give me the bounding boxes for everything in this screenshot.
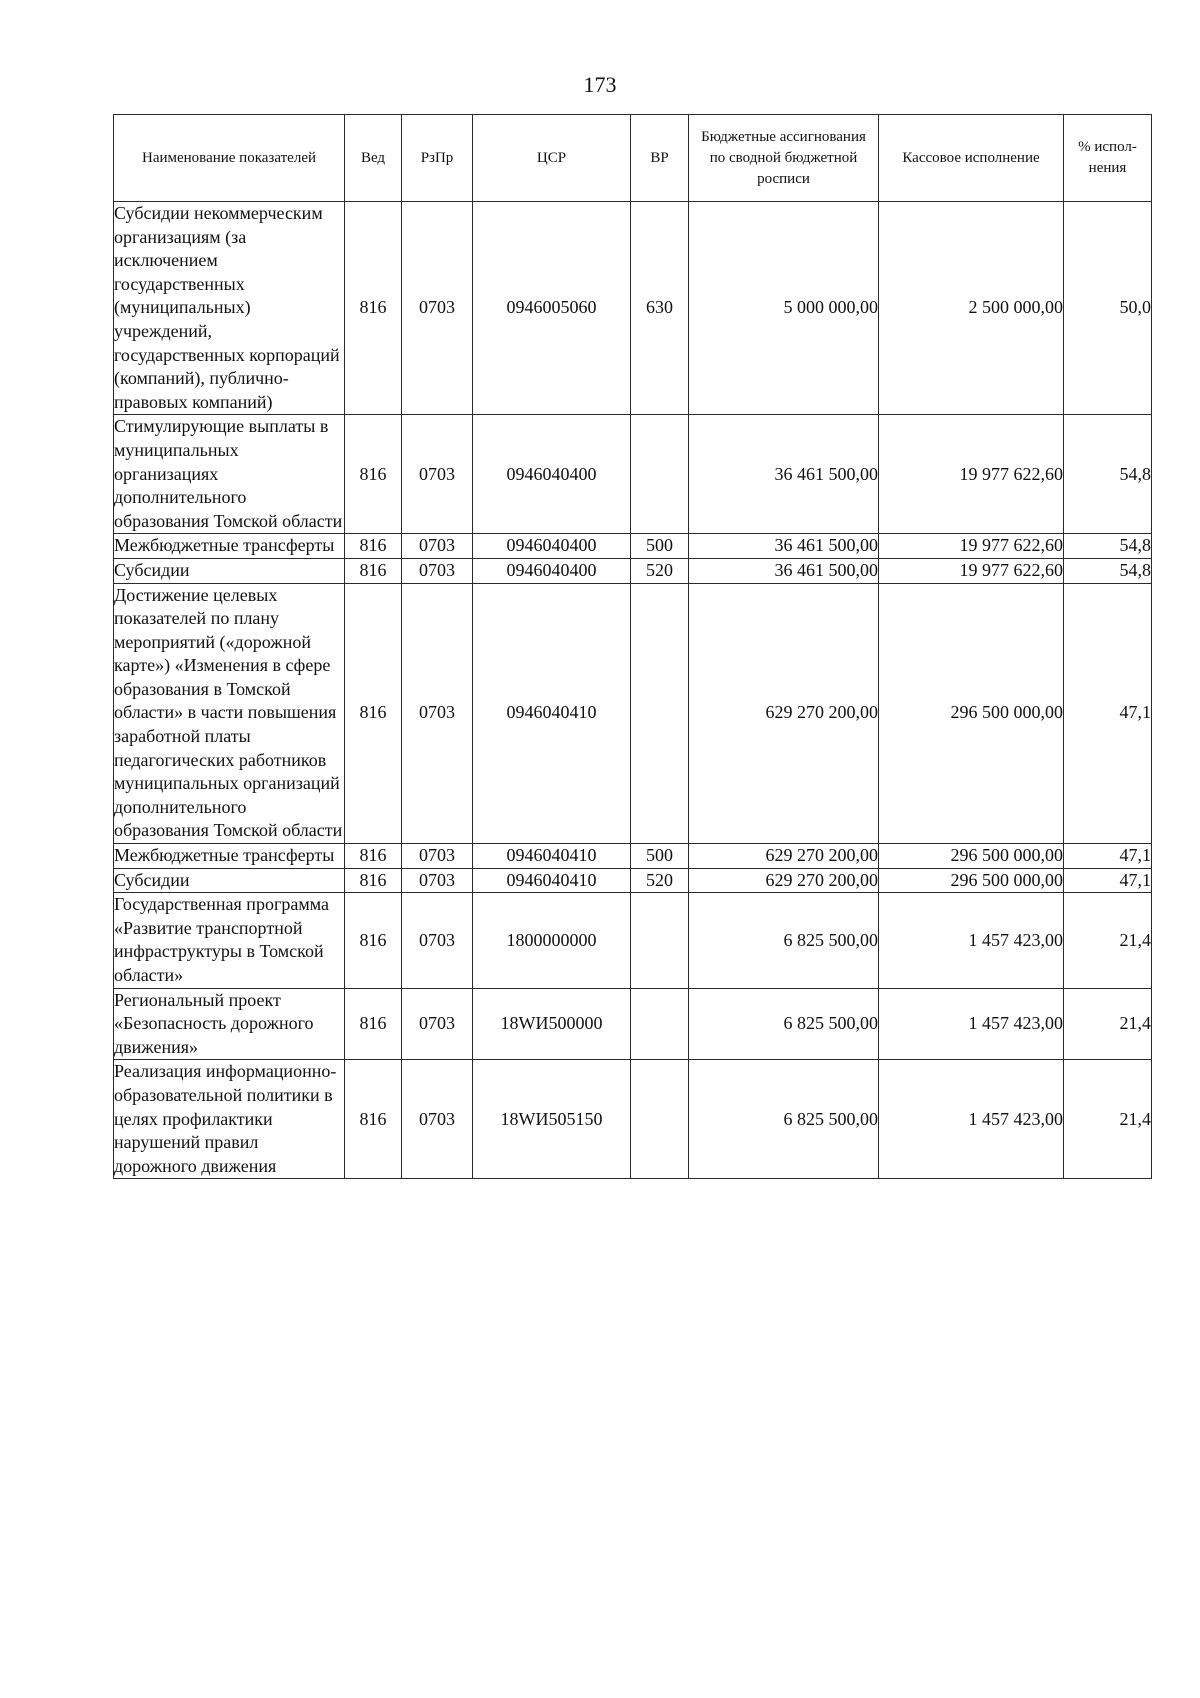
row-rzpr: 0703 <box>402 583 473 844</box>
row-cash-execution: 296 500 000,00 <box>879 583 1064 844</box>
table-row <box>114 844 1152 869</box>
row-percent: 47,1 <box>1064 868 1152 893</box>
row-cash-execution: 19 977 622,60 <box>879 415 1064 534</box>
row-ved: 816 <box>345 534 402 559</box>
row-rzpr: 0703 <box>402 558 473 583</box>
row-name: Достижение целевых показателей по плану мероприятий («дорожной карте») «Изменения в сфере образования в Томской области» в части повышения заработной платы педагогических работников муниципальных организаций дополнительного образования Томской области <box>114 583 345 844</box>
table-row <box>114 893 1152 988</box>
row-allocations: 629 270 200,00 <box>689 868 879 893</box>
row-vr <box>631 988 689 1060</box>
row-name: Государственная программа «Развитие транспортной инфраструктуры в Томской области» <box>114 893 345 988</box>
row-cash-execution: 296 500 000,00 <box>879 868 1064 893</box>
row-rzpr: 0703 <box>402 988 473 1060</box>
row-csr: 0946040400 <box>473 415 631 534</box>
row-vr: 520 <box>631 558 689 583</box>
header-allocations: Бюджетные ассигнования по сводной бюджетной росписи <box>689 115 879 202</box>
row-cash-execution: 296 500 000,00 <box>879 844 1064 869</box>
table-row <box>114 988 1152 1060</box>
row-vr: 500 <box>631 534 689 559</box>
table-row <box>114 415 1152 534</box>
header-cash-execution: Кассовое исполнение <box>879 115 1064 202</box>
row-vr <box>631 415 689 534</box>
row-ved: 816 <box>345 558 402 583</box>
row-percent: 47,1 <box>1064 583 1152 844</box>
header-rzpr: РзПр <box>402 115 473 202</box>
table-row <box>114 558 1152 583</box>
row-csr: 18WИ505150 <box>473 1060 631 1179</box>
table-header-row <box>114 115 1152 202</box>
row-cash-execution: 2 500 000,00 <box>879 202 1064 415</box>
row-ved: 816 <box>345 415 402 534</box>
row-rzpr: 0703 <box>402 1060 473 1179</box>
row-allocations: 629 270 200,00 <box>689 583 879 844</box>
row-name: Стимулирующие выплаты в муниципальных организациях дополнительного образования Томской области <box>114 415 345 534</box>
row-csr: 1800000000 <box>473 893 631 988</box>
row-csr: 0946040400 <box>473 558 631 583</box>
row-ved: 816 <box>345 893 402 988</box>
row-percent: 54,8 <box>1064 415 1152 534</box>
table-row <box>114 534 1152 559</box>
row-cash-execution: 1 457 423,00 <box>879 1060 1064 1179</box>
row-cash-execution: 1 457 423,00 <box>879 893 1064 988</box>
row-ved: 816 <box>345 844 402 869</box>
row-percent: 21,4 <box>1064 988 1152 1060</box>
row-rzpr: 0703 <box>402 534 473 559</box>
header-csr: ЦСР <box>473 115 631 202</box>
row-name: Межбюджетные трансферты <box>114 844 345 869</box>
row-csr: 0946005060 <box>473 202 631 415</box>
row-rzpr: 0703 <box>402 202 473 415</box>
row-cash-execution: 19 977 622,60 <box>879 558 1064 583</box>
row-percent: 21,4 <box>1064 893 1152 988</box>
row-name: Реализация информационно-образовательной политики в целях профилактики нарушений правил дорожного движения <box>114 1060 345 1179</box>
row-vr <box>631 893 689 988</box>
row-percent: 54,8 <box>1064 534 1152 559</box>
row-rzpr: 0703 <box>402 415 473 534</box>
table-row <box>114 1060 1152 1179</box>
row-rzpr: 0703 <box>402 844 473 869</box>
row-ved: 816 <box>345 868 402 893</box>
row-allocations: 629 270 200,00 <box>689 844 879 869</box>
row-percent: 21,4 <box>1064 1060 1152 1179</box>
row-csr: 0946040410 <box>473 868 631 893</box>
row-ved: 816 <box>345 988 402 1060</box>
row-cash-execution: 1 457 423,00 <box>879 988 1064 1060</box>
row-cash-execution: 19 977 622,60 <box>879 534 1064 559</box>
row-vr: 500 <box>631 844 689 869</box>
row-allocations: 5 000 000,00 <box>689 202 879 415</box>
row-percent: 50,0 <box>1064 202 1152 415</box>
row-csr: 0946040400 <box>473 534 631 559</box>
row-csr: 0946040410 <box>473 583 631 844</box>
row-name: Субсидии некоммерческим организациям (за исключением государственных (муниципальных) учреждений, государственных корпораций (компаний), публично-правовых компаний) <box>114 202 345 415</box>
header-name: Наименование показателей <box>114 115 345 202</box>
row-allocations: 36 461 500,00 <box>689 558 879 583</box>
row-vr: 630 <box>631 202 689 415</box>
row-vr <box>631 1060 689 1179</box>
header-vr: ВР <box>631 115 689 202</box>
table-row <box>114 202 1152 415</box>
row-rzpr: 0703 <box>402 868 473 893</box>
row-vr: 520 <box>631 868 689 893</box>
row-allocations: 6 825 500,00 <box>689 1060 879 1179</box>
row-name: Региональный проект «Безопасность дорожного движения» <box>114 988 345 1060</box>
row-allocations: 36 461 500,00 <box>689 534 879 559</box>
row-ved: 816 <box>345 1060 402 1179</box>
table-row <box>114 583 1152 844</box>
row-allocations: 36 461 500,00 <box>689 415 879 534</box>
row-rzpr: 0703 <box>402 893 473 988</box>
row-name: Субсидии <box>114 558 345 583</box>
row-name: Субсидии <box>114 868 345 893</box>
row-vr <box>631 583 689 844</box>
row-allocations: 6 825 500,00 <box>689 893 879 988</box>
header-percent: % испол-нения <box>1064 115 1152 202</box>
row-name: Межбюджетные трансферты <box>114 534 345 559</box>
page-number: 173 <box>583 72 617 97</box>
row-ved: 816 <box>345 583 402 844</box>
budget-execution-table <box>113 114 1152 1179</box>
row-allocations: 6 825 500,00 <box>689 988 879 1060</box>
row-percent: 47,1 <box>1064 844 1152 869</box>
header-ved: Вед <box>345 115 402 202</box>
row-percent: 54,8 <box>1064 558 1152 583</box>
row-csr: 0946040410 <box>473 844 631 869</box>
table-row <box>114 868 1152 893</box>
row-ved: 816 <box>345 202 402 415</box>
row-csr: 18WИ500000 <box>473 988 631 1060</box>
